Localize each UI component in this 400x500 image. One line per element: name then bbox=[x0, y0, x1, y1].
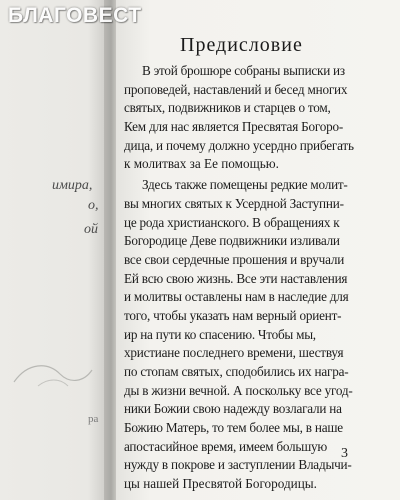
paragraph-line: ники Божии свою надежду возлагали на bbox=[124, 401, 342, 417]
paragraph-line: це рода христианского. В обращениях к bbox=[124, 214, 340, 230]
paragraph-line: Богородице Деве подвижники изливали bbox=[124, 233, 340, 249]
paragraph-line: Божию Матерь, то тем более мы, в наше bbox=[124, 420, 343, 436]
paragraph-line: Здесь также помещены редкие молит- bbox=[142, 177, 348, 193]
paragraph-line: цы нашей Пресвятой Богородицы. bbox=[124, 476, 317, 492]
paragraph-line: ды в жизни вечной. А поскольку все угод- bbox=[124, 382, 353, 398]
paragraph-line: святых, подвижников и старцев о том, bbox=[124, 100, 331, 116]
left-page bbox=[0, 0, 110, 500]
paragraph-line: Ей всю свою жизнь. Все эти наставления bbox=[124, 270, 348, 286]
paragraph-line: дица, и почему должно усердно прибегать bbox=[124, 137, 354, 153]
page-title bbox=[180, 34, 360, 57]
left-page-fragment: ой bbox=[84, 222, 98, 237]
left-page-ornament bbox=[8, 352, 96, 392]
paragraph-line: проповедей, наставлений и бесед многих bbox=[124, 81, 348, 97]
paragraph-line: все свои сердечные прошения и вручали bbox=[124, 251, 345, 267]
page-number: 3 bbox=[341, 446, 348, 461]
left-page-fragment: имира, bbox=[52, 178, 93, 193]
body-text bbox=[124, 62, 400, 494]
paragraph-line: того, чтобы указать нам верный ориент- bbox=[124, 307, 342, 323]
watermark-logo: БЛАГОВЕСТ bbox=[8, 4, 142, 27]
left-page-fragment: о, bbox=[88, 198, 99, 213]
paragraph-line: и молитвы оставлены нам в наследие для bbox=[124, 289, 349, 305]
paragraph-line: Кем для нас является Пресвятая Богоро- bbox=[124, 119, 344, 135]
paragraph-line: к молитвах за Ее помощью. bbox=[124, 156, 279, 172]
title-text: Предисловие bbox=[180, 34, 303, 56]
paragraph-line: христиане последнего времени, шествуя bbox=[124, 345, 344, 361]
paragraph-line: ир на пути ко спасению. Чтобы мы, bbox=[124, 326, 316, 342]
paragraph-line: В этой брошюре собраны выписки из bbox=[142, 63, 345, 78]
paragraph-line: вы многих святых к Усердной Заступни- bbox=[124, 195, 344, 211]
paragraph-line: апостасийное время, имеем большую bbox=[124, 438, 327, 454]
paragraph-line: нужду в покрове и заступлении Владычи- bbox=[124, 457, 352, 473]
paragraph-line: по стопам святых, сподобились их награ- bbox=[124, 364, 349, 379]
left-page-fragment: ра bbox=[88, 413, 99, 425]
